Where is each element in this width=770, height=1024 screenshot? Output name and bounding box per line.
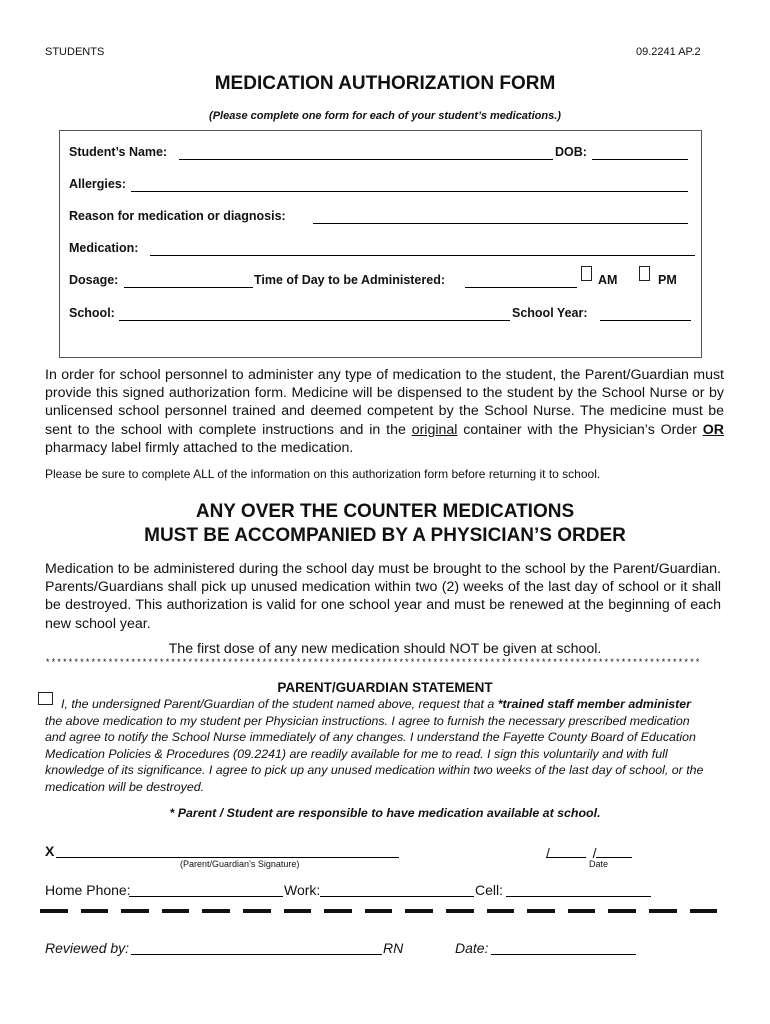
am-label: AM bbox=[598, 273, 618, 287]
am-checkbox[interactable] bbox=[581, 266, 592, 281]
signature-field[interactable] bbox=[56, 857, 399, 858]
dob-field[interactable] bbox=[592, 159, 688, 160]
office-use-divider bbox=[40, 909, 730, 914]
header-left: STUDENTS bbox=[45, 46, 105, 58]
home-phone-field[interactable] bbox=[129, 896, 283, 897]
responsibility-note: * Parent / Student are responsible to have medication available at school. bbox=[169, 806, 601, 820]
school-field[interactable] bbox=[119, 320, 510, 321]
student-name-label: Student’s Name: bbox=[69, 145, 168, 159]
medication-label: Medication: bbox=[69, 241, 139, 255]
first-dose-note: The first dose of any new medication should NOT be given at school. bbox=[168, 641, 602, 657]
otc-warning-line1: ANY OVER THE COUNTER MEDICATIONS bbox=[195, 501, 575, 522]
cell-phone-field[interactable] bbox=[506, 896, 651, 897]
intro-original: original bbox=[411, 421, 458, 438]
dosage-label: Dosage: bbox=[69, 273, 119, 287]
reviewed-by-field[interactable] bbox=[131, 954, 382, 955]
date-slashes-text: / / bbox=[546, 845, 597, 861]
reason-label: Reason for medication or diagnosis: bbox=[69, 209, 286, 223]
intro-text-1: In order for school personnel to administer any type of medication to the student, the Parent/Guardian must provide this signed authorization form. Medicine will be dispensed to the student by the School Nurse or by unlicensed school personnel trained and deemed competent by the School Nurse. The medicine must be sent to the school with complete instructions and in the bbox=[45, 367, 724, 438]
otc-warning-line2: MUST BE ACCOMPANIED BY A PHYSICIAN’S ORDER bbox=[144, 525, 626, 546]
cell-phone-label: Cell: bbox=[475, 882, 504, 898]
work-phone-label: Work: bbox=[284, 882, 321, 898]
time-of-day-field[interactable] bbox=[465, 287, 577, 288]
school-year-label: School Year: bbox=[512, 306, 588, 320]
school-year-field[interactable] bbox=[600, 320, 691, 321]
separator: ******************************************************************************************************************* bbox=[45, 658, 701, 668]
reviewed-by-label: Reviewed by: bbox=[45, 940, 130, 956]
review-date-field[interactable] bbox=[491, 954, 636, 955]
statement-bold: *trained staff member administer bbox=[497, 697, 691, 711]
review-date-label: Date: bbox=[455, 940, 489, 956]
statement-text bbox=[45, 696, 710, 795]
statement-title: PARENT/GUARDIAN STATEMENT bbox=[277, 680, 493, 695]
intro-paragraph bbox=[45, 366, 724, 457]
student-info-box bbox=[59, 130, 702, 358]
date-month-field[interactable] bbox=[546, 857, 586, 858]
allergies-field[interactable] bbox=[131, 191, 688, 192]
allergies-label: Allergies: bbox=[69, 177, 126, 191]
dob-label: DOB: bbox=[555, 145, 587, 159]
work-phone-field[interactable] bbox=[320, 896, 474, 897]
form-title: MEDICATION AUTHORIZATION FORM bbox=[214, 73, 556, 94]
date-day-field[interactable] bbox=[596, 857, 632, 858]
signature-caption: (Parent/Guardian’s Signature) bbox=[180, 859, 300, 869]
reason-field[interactable] bbox=[313, 223, 688, 224]
pm-checkbox[interactable] bbox=[639, 266, 650, 281]
medication-field[interactable] bbox=[150, 255, 695, 256]
home-phone-label: Home Phone: bbox=[45, 882, 131, 898]
form-subtitle: (Please complete one form for each of your student’s medications.) bbox=[209, 110, 561, 122]
dosage-field[interactable] bbox=[124, 287, 253, 288]
pm-label: PM bbox=[658, 273, 677, 287]
intro-text-3: pharmacy label firmly attached to the medication. bbox=[45, 439, 354, 456]
statement-text-2: the above medication to my student per Physician instructions. I agree to furnish the necessary prescribed medication and agree to notify the School Nurse immediately of any changes. I understand the Fayette County Board of Education Medication Policies & Procedures (09.2241) are readily available for me to read. I sign this voluntarily and with full knowledge of its significance. I agree to pick up any unused medication within two weeks of the last day of school, or the medication will be destroyed. bbox=[45, 713, 704, 794]
statement-text-1: I, the undersigned Parent/Guardian of the student named above, request that a bbox=[61, 697, 498, 711]
signature-x: X bbox=[45, 843, 55, 859]
time-of-day-label: Time of Day to be Administered: bbox=[254, 273, 446, 287]
intro-or: OR bbox=[702, 421, 724, 438]
student-name-field[interactable] bbox=[179, 159, 553, 160]
header-right: 09.2241 AP.2 bbox=[636, 46, 701, 58]
intro-text-2: container with the Physician’s Order bbox=[457, 421, 703, 438]
school-label: School: bbox=[69, 306, 115, 320]
rn-label: RN bbox=[383, 940, 404, 956]
date-caption: Date bbox=[589, 859, 609, 869]
policy-paragraph: Medication to be administered during the school day must be brought to the school by the Parent/Guardian. Parents/Guardians shall pick up unused medication within two (2) weeks of the last day of school or it shall be destroyed. This authorization is valid for one school year and must be renewed at the beginning of each new school year. bbox=[45, 561, 721, 632]
completion-note: Please be sure to complete ALL of the information on this authorization form before returning it to school. bbox=[45, 467, 601, 481]
